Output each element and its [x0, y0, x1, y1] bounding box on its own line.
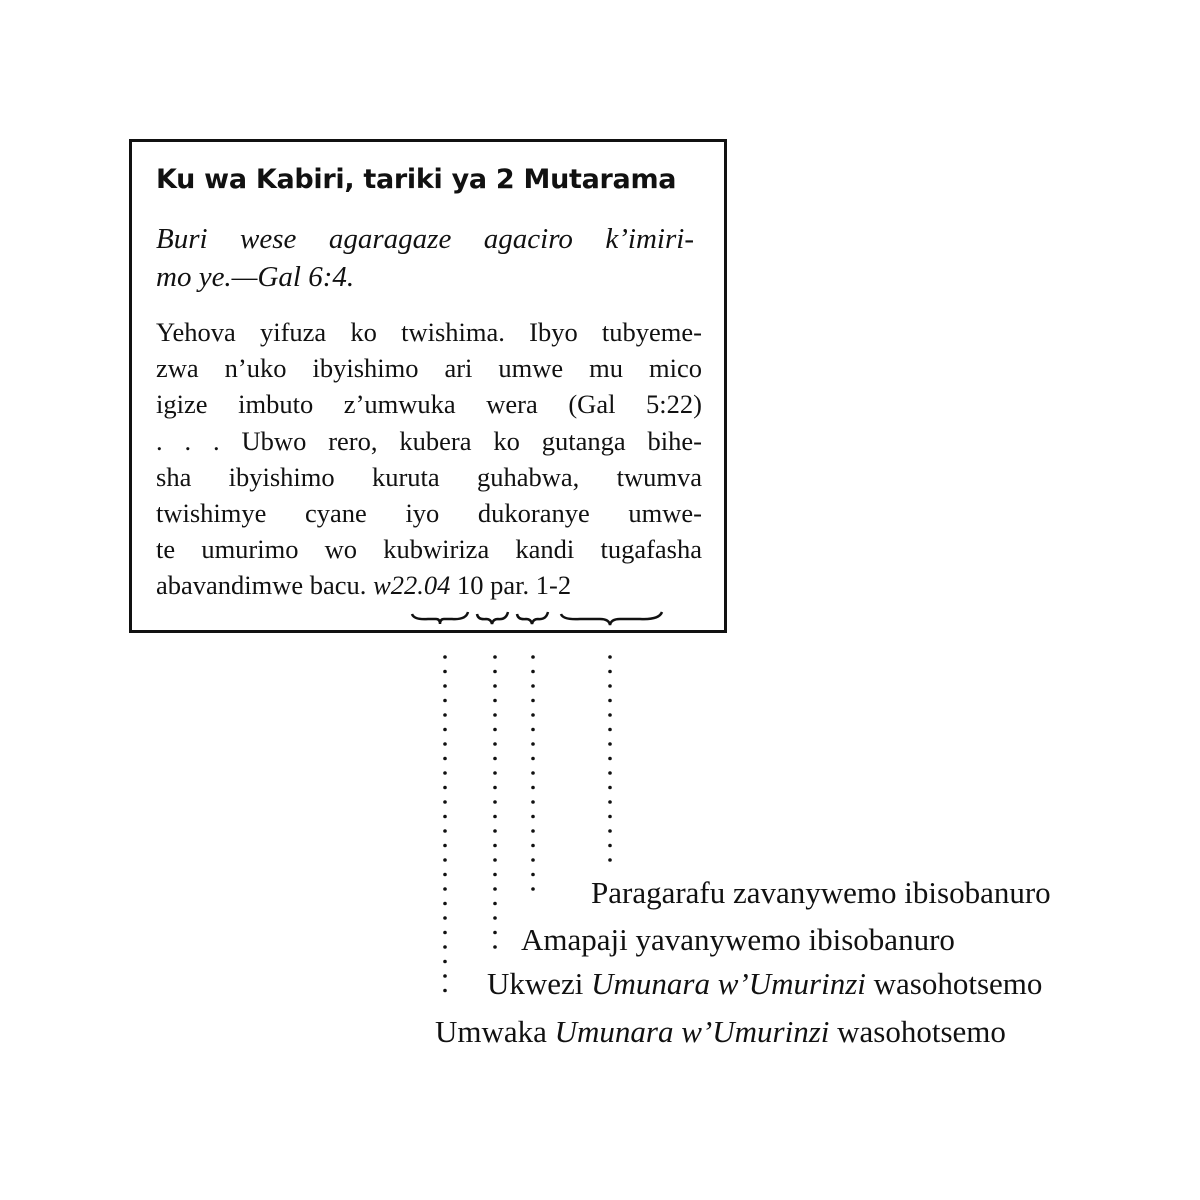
leader-dot	[443, 728, 447, 732]
brace-issue	[412, 612, 468, 624]
leader-dot	[531, 873, 535, 877]
leader-dot	[493, 771, 497, 775]
body-line: te umurimo wo kubwiriza kandi tugafasha	[156, 534, 702, 565]
verse-line: Buri wese agaragaze agaciro k’imiri-	[156, 223, 694, 255]
leader-dot	[493, 684, 497, 688]
body-line: igize imbuto z’umwuka wera (Gal 5:22)	[156, 389, 702, 420]
leader-dot	[493, 829, 497, 833]
leader-dot	[493, 844, 497, 848]
leader-dot	[531, 858, 535, 862]
leader-dot	[493, 742, 497, 746]
reference-page: 10	[457, 570, 484, 601]
leader-dot	[443, 742, 447, 746]
leader-dot	[608, 670, 612, 674]
leader-dot	[493, 757, 497, 761]
leader-dot	[608, 742, 612, 746]
leader-dot	[531, 742, 535, 746]
leader-dot	[443, 699, 447, 703]
leader-dot	[443, 757, 447, 761]
leader-dot	[531, 655, 535, 659]
leader-dot	[493, 931, 497, 935]
leader-dot	[531, 757, 535, 761]
magazine-name: Umunara w’Umurinzi	[554, 1014, 830, 1049]
label-text: Ukwezi	[487, 966, 584, 1001]
leader-dot	[493, 670, 497, 674]
leader-dot	[443, 989, 447, 993]
leader-dot	[443, 713, 447, 717]
body-line: . . . Ubwo rero, kubera ko gutanga bihe-	[156, 425, 702, 456]
leader-dot	[443, 815, 447, 819]
leader-dot	[531, 684, 535, 688]
leader-dot	[443, 655, 447, 659]
label-text: wasohotsemo	[873, 966, 1043, 1001]
leader-dot	[443, 670, 447, 674]
leader-dot	[531, 728, 535, 732]
body-text: abavandimwe bacu.	[156, 570, 367, 601]
leader-dot	[608, 844, 612, 848]
label-text: Umwaka	[435, 1014, 547, 1049]
leader-dot	[493, 873, 497, 877]
leader-dot	[443, 945, 447, 949]
leader-dot	[531, 887, 535, 891]
verse-line: mo ye.—Gal 6:4.	[156, 261, 355, 293]
leader-dot	[608, 728, 612, 732]
leader-dot	[493, 786, 497, 790]
body-line: zwa n’uko ibyishimo ari umwe mu mico	[156, 353, 702, 384]
brace-page	[517, 612, 548, 624]
leader-dot	[608, 829, 612, 833]
leader-dot	[493, 800, 497, 804]
leader-dot	[493, 713, 497, 717]
brace-paragraphs	[561, 612, 662, 625]
leader-dot	[531, 670, 535, 674]
magazine-name: Umunara w’Umurinzi	[591, 966, 866, 1001]
leader-dot	[608, 655, 612, 659]
label-month	[487, 966, 1042, 1002]
leader-dot	[531, 844, 535, 848]
leader-dot	[493, 699, 497, 703]
leader-dot	[608, 684, 612, 688]
leader-dot	[493, 728, 497, 732]
body-line: twishimye cyane iyo dukoranye umwe-	[156, 497, 702, 528]
leader-dot	[531, 713, 535, 717]
leader-dot	[608, 858, 612, 862]
card-title: Ku wa Kabiri, tariki ya 2 Mutarama	[156, 164, 677, 195]
leader-dot	[443, 960, 447, 964]
leader-dot	[493, 887, 497, 891]
leader-dot	[443, 844, 447, 848]
leader-dot	[608, 786, 612, 790]
leader-dot	[531, 699, 535, 703]
leader-dot	[608, 699, 612, 703]
leader-dot	[608, 815, 612, 819]
leader-dot	[608, 800, 612, 804]
leader-dot	[443, 771, 447, 775]
leader-dot	[443, 786, 447, 790]
leader-dot	[493, 655, 497, 659]
leader-dot	[531, 829, 535, 833]
leader-dot	[443, 887, 447, 891]
braces	[412, 612, 662, 625]
leader-dot	[443, 974, 447, 978]
leader-dot	[493, 902, 497, 906]
brace-month	[477, 612, 508, 624]
leader-dot	[493, 916, 497, 920]
leader-dot	[443, 829, 447, 833]
label-year	[435, 1014, 1006, 1050]
leader-dot	[608, 713, 612, 717]
leader-dot	[443, 916, 447, 920]
leader-dot	[443, 873, 447, 877]
reference-issue: w22.04	[373, 570, 451, 601]
leader-dot	[443, 858, 447, 862]
leader-dot	[493, 945, 497, 949]
label-paragraphs: Paragarafu zavanywemo ibisobanuro	[591, 875, 1051, 910]
leader-dot	[443, 800, 447, 804]
label-pages: Amapaji yavanywemo ibisobanuro	[521, 922, 955, 957]
body-line: sha ibyishimo kuruta guhabwa, twumva	[156, 461, 702, 492]
leader-dot	[608, 771, 612, 775]
leader-dot	[493, 858, 497, 862]
reference-paragraphs: par. 1-2	[490, 570, 572, 601]
body-line: Yehova yifuza ko twishima. Ibyo tubyeme-	[156, 317, 702, 347]
leader-dot	[443, 684, 447, 688]
leader-dot	[443, 931, 447, 935]
leader-dot	[443, 902, 447, 906]
leader-dot	[531, 771, 535, 775]
leader-dot	[531, 815, 535, 819]
leader-dot	[531, 786, 535, 790]
leader-dot	[493, 815, 497, 819]
leader-dot	[608, 757, 612, 761]
leader-dot	[531, 800, 535, 804]
label-text: wasohotsemo	[837, 1014, 1006, 1049]
